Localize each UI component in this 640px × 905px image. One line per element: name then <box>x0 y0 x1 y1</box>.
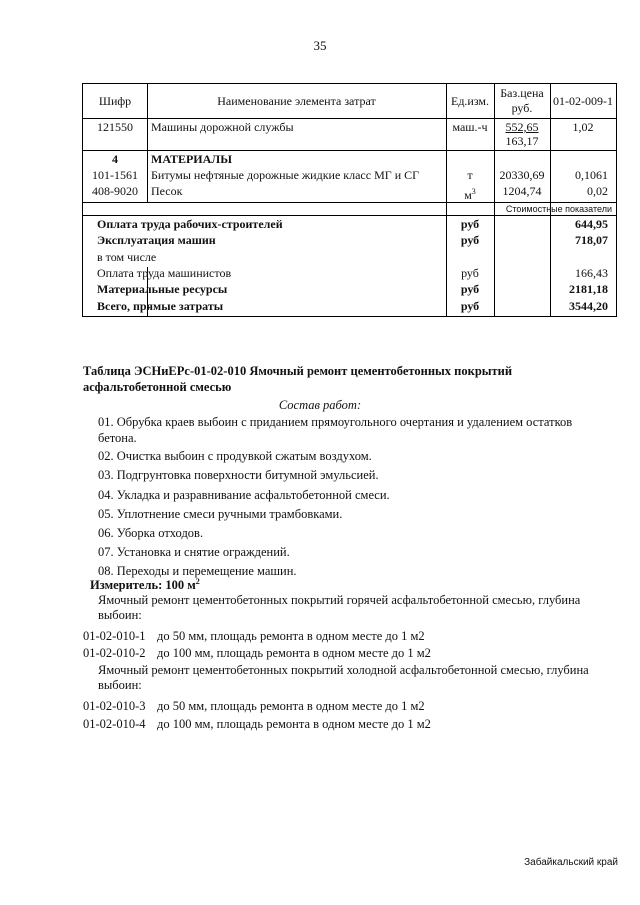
header-unit: Ед.изм. <box>450 94 490 108</box>
summary-label: Материальные ресурсы <box>97 282 228 296</box>
machine-unit: маш.-ч <box>452 120 488 134</box>
machine-row-bottom-line <box>83 150 616 151</box>
work-step: 04. Укладка и разравнивание асфальтобетонной смеси. <box>98 488 390 502</box>
material-unit: т <box>467 168 473 182</box>
group-description: Ямочный ремонт цементобетонных покрытий холодной асфальтобетонной смесью, глубина <box>98 663 589 677</box>
material-code: 408-9020 <box>92 184 138 198</box>
summary-label: Эксплуатация машин <box>97 233 216 247</box>
table-title-line1: Таблица ЭСНиЕРс-01-02-010 Ямочный ремонт цементобетонных покрытий <box>83 364 513 378</box>
summary-value: 2181,18 <box>569 282 608 296</box>
summary-unit: руб <box>460 217 480 231</box>
work-step: бетона. <box>98 431 137 445</box>
position-code: 01-02-010-4 <box>83 717 146 731</box>
summary-unit: руб <box>460 282 480 296</box>
header-name: Наименование элемента затрат <box>217 94 376 108</box>
material-code: 101-1561 <box>92 168 138 182</box>
work-step: 08. Переходы и перемещение машин. <box>98 564 297 578</box>
group-description: Ямочный ремонт цементобетонных покрытий горячей асфальтобетонной смесью, глубина <box>98 593 581 607</box>
work-step: 07. Установка и снятие ограждений. <box>98 545 290 559</box>
work-step: 02. Очистка выбоин с продувкой сжатым воздухом. <box>98 449 372 463</box>
material-name: Песок <box>151 184 183 198</box>
material-price: 20330,69 <box>499 168 545 182</box>
work-step: 03. Подгрунтовка поверхности битумной эмульсией. <box>98 468 379 482</box>
footer-region: Забайкальский край <box>524 857 618 868</box>
group-description: выбоин: <box>98 608 142 622</box>
summary-value: 3544,20 <box>569 299 608 313</box>
header-price-line1: Баз.цена <box>500 86 544 100</box>
machine-price: 552,65 <box>505 120 539 134</box>
summary-label: Оплата труда рабочих-строителей <box>97 217 283 231</box>
summary-value: 718,07 <box>575 233 608 247</box>
summary-unit: руб <box>460 299 480 313</box>
machine-name: Машины дорожной службы <box>151 120 294 134</box>
position-code: 01-02-010-2 <box>83 646 146 660</box>
summary-value: 644,95 <box>575 217 608 231</box>
machine-code: 121550 <box>97 120 133 134</box>
header-code: Шифр <box>98 94 132 108</box>
summary-unit: руб <box>461 266 479 280</box>
summary-unit: руб <box>460 233 480 247</box>
material-name: Битумы нефтяные дорожные жидкие класс МГ и СГ <box>151 168 420 182</box>
machine-wage-price: 163,17 <box>505 134 539 148</box>
cost-table <box>82 83 617 317</box>
header-norm: 01-02-009-1 <box>553 94 613 108</box>
work-step: 06. Уборка отходов. <box>98 526 204 540</box>
measure-label: Измеритель: 100 $м^2$ <box>90 577 200 593</box>
position-text: до 100 мм, площадь ремонта в одном месте до 1 м2 <box>157 717 431 731</box>
section-name: МАТЕРИАЛЫ <box>151 152 232 166</box>
position-text: до 50 мм, площадь ремонта в одном месте до 1 м2 <box>157 699 425 713</box>
position-code: 01-02-010-3 <box>83 699 146 713</box>
material-norm: 0,02 <box>587 184 608 198</box>
cost-header-bottom-line <box>83 215 616 216</box>
material-norm: 0,1061 <box>575 168 608 182</box>
header-price-line2: руб. <box>511 101 533 115</box>
machine-norm: 1,02 <box>572 120 594 134</box>
position-text: до 100 мм, площадь ремонта в одном месте до 1 м2 <box>157 646 431 660</box>
section-code: 4 <box>112 152 118 166</box>
summary-label: в том числе <box>97 250 157 264</box>
cost-indicators-header: Стоимостные показатели <box>505 204 612 214</box>
work-step: 01. Обрубка краев выбоин с приданием прямоугольного очертания и удалением остатков <box>98 415 573 429</box>
summary-label: Оплата труда машинистов <box>97 266 232 280</box>
material-unit: $м^3$ <box>464 187 476 202</box>
group-description: выбоин: <box>98 678 142 692</box>
material-price: 1204,74 <box>502 184 542 198</box>
summary-label: Всего, прямые затраты <box>97 299 224 313</box>
position-text: до 50 мм, площадь ремонта в одном месте до 1 м2 <box>157 629 425 643</box>
work-step: 05. Уплотнение смеси ручными трамбовками. <box>98 507 343 521</box>
works-heading: Состав работ: <box>278 398 362 412</box>
header-bottom-line <box>83 118 616 119</box>
page-number: 35 <box>313 38 327 53</box>
position-code: 01-02-010-1 <box>83 629 146 643</box>
table-title-line2: асфальтобетонной смесью <box>83 380 232 394</box>
summary-value: 166,43 <box>575 266 608 280</box>
